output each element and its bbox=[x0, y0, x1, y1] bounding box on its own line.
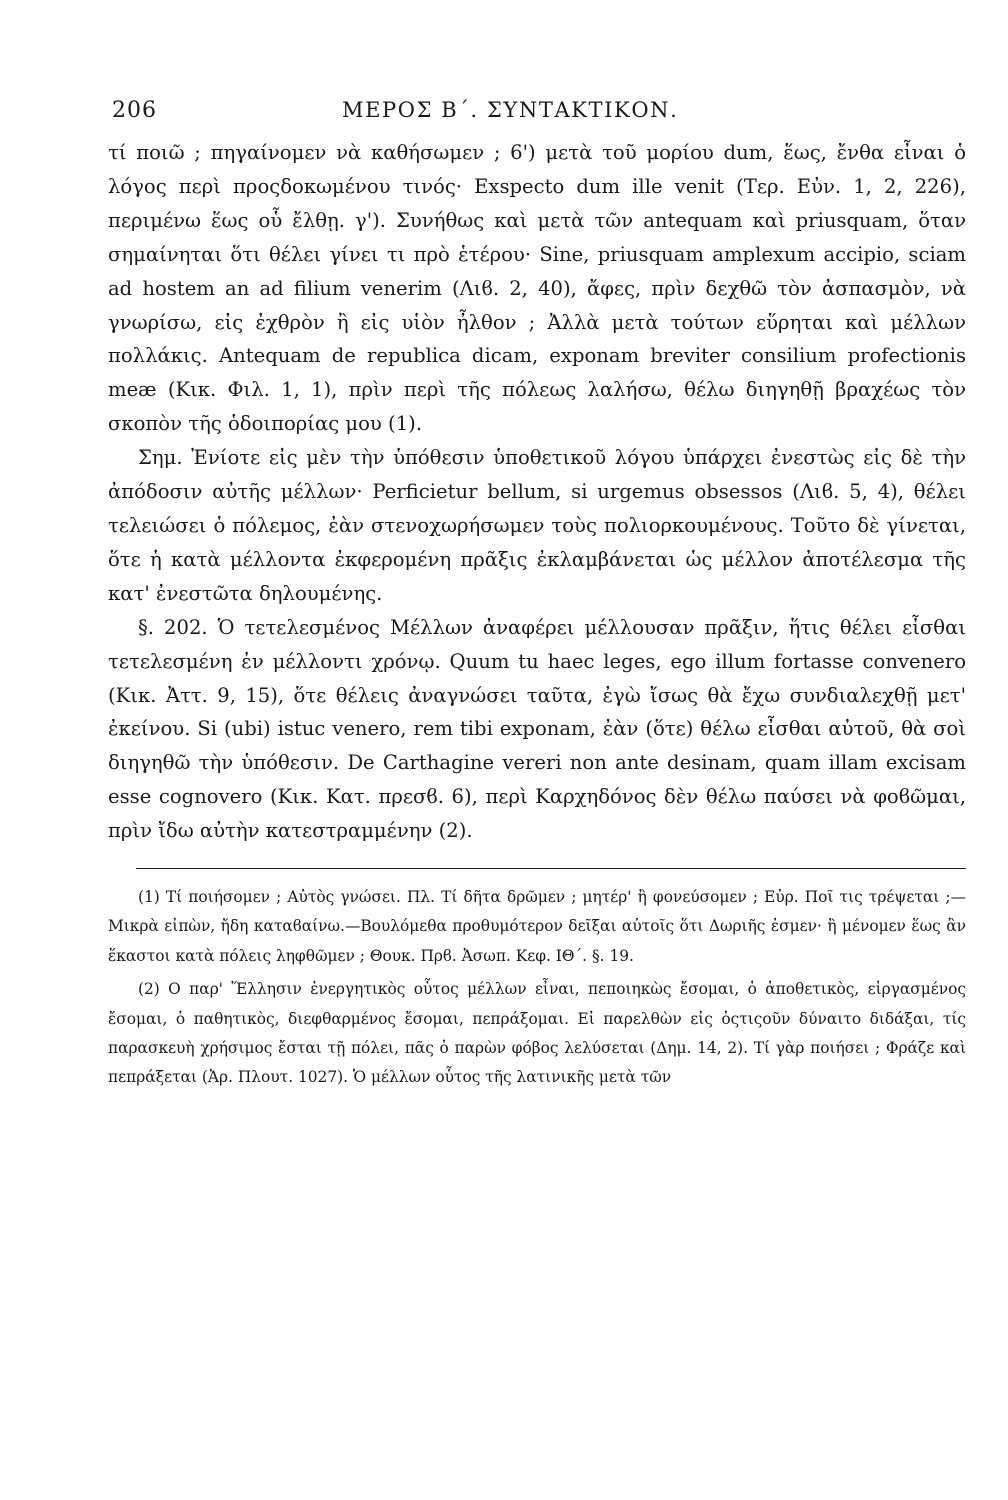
running-head bbox=[108, 98, 966, 136]
page-number: 206 bbox=[112, 98, 157, 123]
paragraph-continuation: τί ποιῶ ; πηγαίνομεν νὰ καθήσωμεν ; 6') μετὰ τοῦ μορίου dum, ἕως, ἔνθα εἶναι ὁ λόγος περὶ προςδοκωμένου τινός· Exspecto dum ille venit (Τερ. Εὐν. 1, 2, 226), περιμένω ἕως οὗ ἔλθῃ. γ'). Συνήθως καὶ μετὰ τῶν antequam καὶ priusquam, ὅταν σημαίνηται ὅτι θέλει γίνει τι πρὸ ἑτέρου· Sine, priusquam amplexum accipio, sciam ad hostem an ad filium venerim (Λιϐ. 2, 40), ἄφες, πρὶν δεχθῶ τὸν ἀσπασμὸν, νὰ γνωρίσω, εἰς ἐχθρὸν ἢ εἰς υἱὸν ἦλθον ; Ἀλλὰ μετὰ τούτων εὕρηται καὶ μέλλων πολλάκις. Antequam de republica dicam, exponam breviter consilium profectionis meæ (Κικ. Φιλ. 1, 1), πρὶν περὶ τῆς πόλεως λαλήσω, θέλω διηγηθῇ βραχέως τὸν σκοπὸν τῆς ὁδοιπορίας μου (1). bbox=[108, 141, 966, 436]
book-page bbox=[108, 98, 966, 1097]
running-title: ΜΕΡΟΣ Β΄. ΣΥΝΤΑΚΤΙΚΟΝ. bbox=[342, 98, 679, 122]
paragraph-note: Σημ. Ἐνίοτε εἰς μὲν τὴν ὑπόθεσιν ὑποθετικοῦ λόγου ὑπάρχει ἐνεστὼς εἰς δὲ τὴν ἀπόδοσιν αὐτῆς μέλλων· Perficietur bellum, si urgemus obsessos (Λιϐ. 5, 4), θέλει τελειώσει ὁ πόλεμος, ἐὰν στενοχωρήσωμεν τοὺς πολιορκουμένους. Τοῦτο δὲ γίνεται, ὅτε ἡ κατὰ μέλλοντα ἐκφερομένη πρᾶξις ἐκλαμβάνεται ὡς μέλλον ἀποτέλεσμα τῆς κατ' ἐνεστῶτα δηλουμένης. bbox=[108, 446, 966, 605]
footnotes bbox=[108, 883, 966, 1093]
main-text bbox=[108, 136, 966, 848]
paragraph-section-202: §. 202. Ὁ τετελεσμένος Μέλλων ἀναφέρει μέλλουσαν πρᾶξιν, ἥτις θέλει εἶσθαι τετελεσμένη ἐν μέλλοντι χρόνῳ. Quum tu haec leges, ego illum fortasse convenero (Κικ. Ἀττ. 9, 15), ὅτε θέλεις ἀναγνώσει ταῦτα, ἐγὼ ἴσως θὰ ἔχω συνδιαλεχθῇ μετ' ἐκείνου. Si (ubi) istuc venero, rem tibi exponam, ἐὰν (ὅτε) θέλω εἶσθαι αὐτοῦ, θὰ σοὶ διηγηθῶ τὴν ὑπόθεσιν. De Carthagine vereri non ante desinam, quam illam excisam esse cognovero (Κικ. Κατ. πρεσϐ. 6), περὶ Καρχηδόνος δὲν θέλω παύσει νὰ φοϐῶμαι, πρὶν ἴδω αὐτὴν κατεστραμμένην (2). bbox=[108, 615, 966, 843]
footnote-divider bbox=[136, 868, 966, 869]
footnote-1: (1) Τί ποιήσομεν ; Αὐτὸς γνώσει. Πλ. Τί δῆτα δρῶμεν ; μητέρ' ἢ φονεύσομεν ; Εὐρ. Ποῖ τις τρέψεται ;—Μικρὰ εἰπὼν, ἤδη καταϐαίνω.—Βουλόμεθα προθυμότερον δεῖξαι αὐτοῖς ὅτι Δωριῆς ἐσμεν· ἢ μένομεν ἕως ἂν ἕκαστοι κατὰ πόλεις ληφθῶμεν ; Θουκ. Πρϐ. Ἀσωπ. Κεφ. ΙΘ΄. §. 19. bbox=[108, 888, 966, 965]
footnote-2: (2) Ο παρ' Ἕλλησιν ἐνεργητικὸς οὗτος μέλλων εἶναι, πεποιηκὼς ἔσομαι, ὁ ἀποθετικὸς, εἰργασμένος ἔσομαι, ὁ παθητικὸς, διεφθαρμένος ἔσομαι, πεπράξομαι. Εἰ παρελθὼν εἰς ὁςτιςοῦν δύναιτο διδάξαι, τίς παρασκευὴ χρήσιμος ἔσται τῇ πόλει, πᾶς ὁ παρὼν φόβος λελύσεται (Δημ. 14, 2). Τί γὰρ ποιήσει ; Φράζε καὶ πεπράξεται (Ἀρ. Πλουτ. 1027). Ὁ μέλλων οὗτος τῆς λατινικῆς μετὰ τῶν bbox=[108, 980, 966, 1087]
